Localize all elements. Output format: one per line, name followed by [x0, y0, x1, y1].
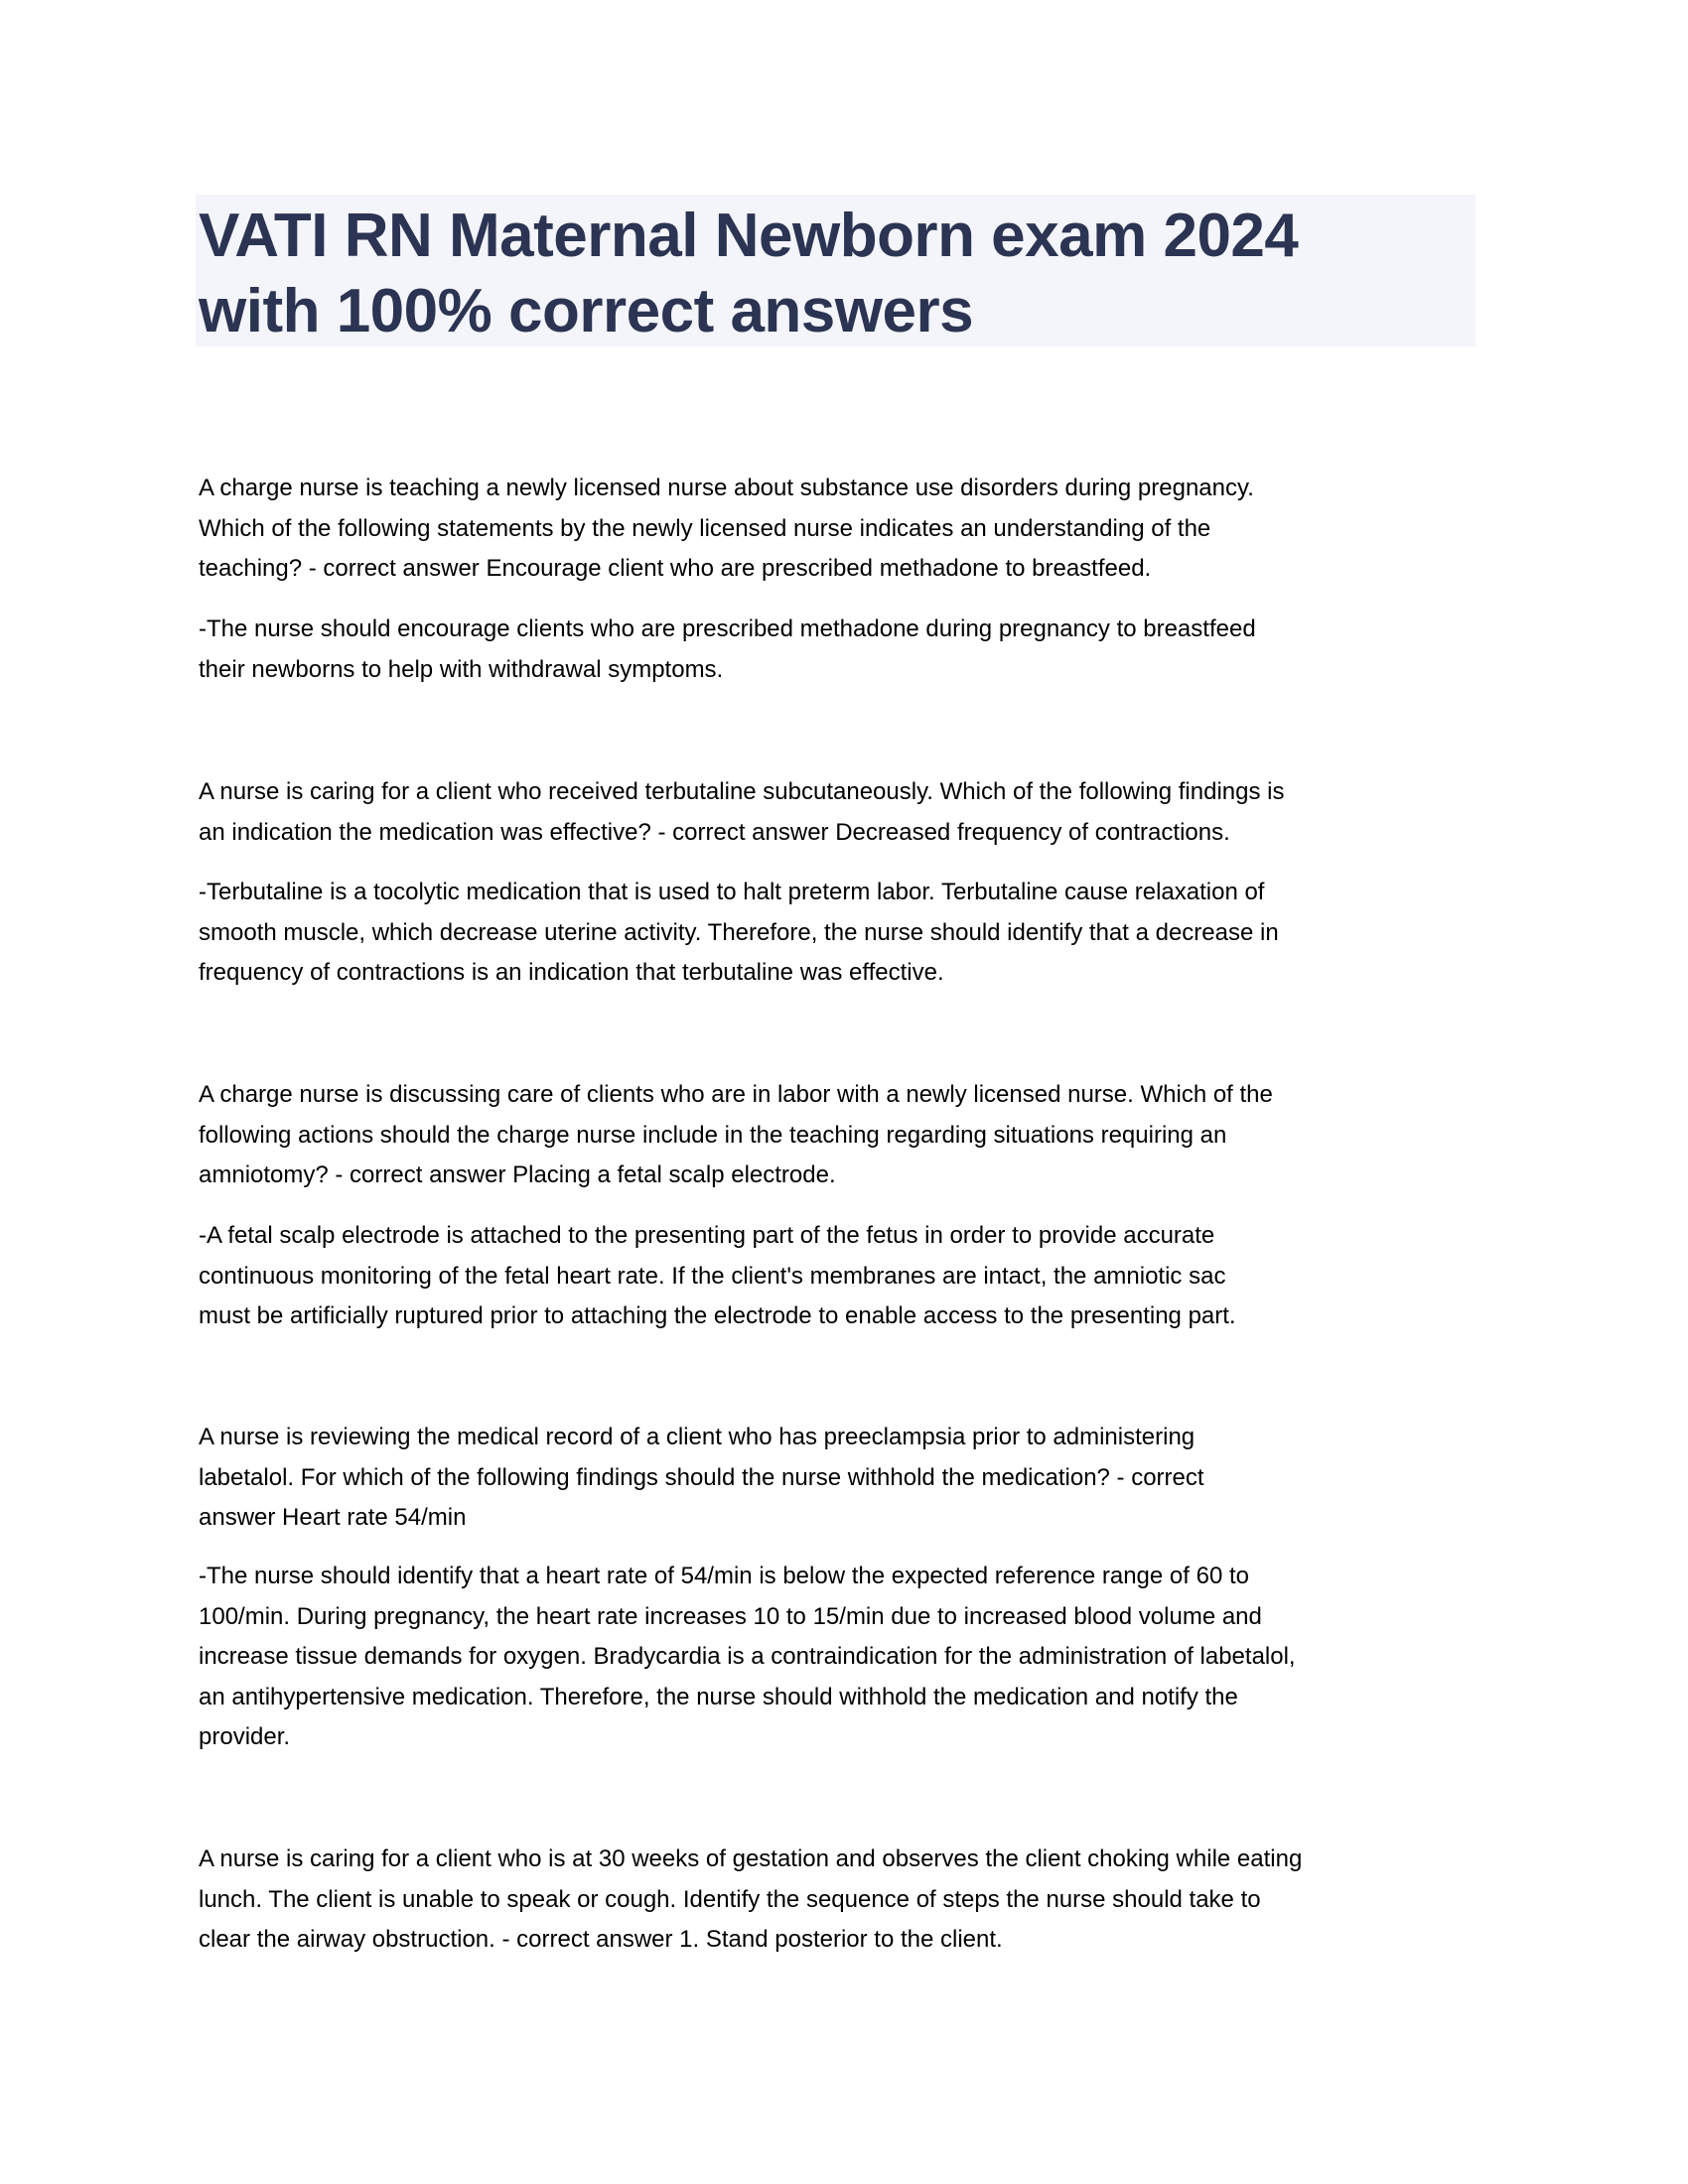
text-line: labetalol. For which of the following findings should the nurse withhold the medication? - correct — [199, 1463, 1204, 1491]
text-line: smooth muscle, which decrease uterine activity. Therefore, the nurse should identify that a decrease in — [199, 918, 1279, 946]
question-text — [199, 469, 1254, 590]
text-line: must be artificially ruptured prior to attaching the electrode to enable access to the presenting part. — [199, 1302, 1236, 1329]
text-line: -Terbutaline is a tocolytic medication that is used to halt preterm labor. Terbutaline cause relaxation of — [199, 879, 1265, 905]
text-line: increase tissue demands for oxygen. Bradycardia is a contraindication for the administration of labetalol, — [199, 1643, 1296, 1670]
text-line: A charge nurse is discussing care of clients who are in labor with a newly licensed nurse. Which of the — [199, 1081, 1273, 1108]
text-line: amniotomy? - correct answer Placing a fetal scalp electrode. — [199, 1161, 836, 1188]
text-line: answer Heart rate 54/min — [199, 1504, 467, 1531]
text-line: -The nurse should identify that a heart rate of 54/min is below the expected reference range of 60 to — [199, 1563, 1249, 1589]
text-line: clear the airway obstruction. - correct answer 1. Stand posterior to the client. — [199, 1926, 1003, 1953]
answer-explanation — [199, 1557, 1296, 1758]
title-line: VATI RN Maternal Newborn exam 2024 — [199, 202, 1299, 270]
text-line: -The nurse should encourage clients who are prescribed methadone during pregnancy to breastfeed — [199, 615, 1256, 642]
question-text — [199, 1075, 1273, 1196]
answer-explanation — [199, 1216, 1236, 1337]
text-line: -A fetal scalp electrode is attached to the presenting part of the fetus in order to provide accurate — [199, 1222, 1215, 1249]
text-line: A nurse is caring for a client who received terbutaline subcutaneously. Which of the following findings is — [199, 778, 1285, 805]
text-line: Which of the following statements by the newly licensed nurse indicates an understanding of the — [199, 514, 1211, 542]
text-line: A nurse is reviewing the medical record of a client who has preeclampsia prior to administering — [199, 1424, 1196, 1450]
question-text — [199, 772, 1284, 853]
text-line: lunch. The client is unable to speak or cough. Identify the sequence of steps the nurse should take to — [199, 1885, 1261, 1913]
answer-explanation — [199, 873, 1279, 994]
text-line: continuous monitoring of the fetal heart rate. If the client's membranes are intact, the amniotic sac — [199, 1262, 1226, 1290]
text-line: frequency of contractions is an indication that terbutaline was effective. — [199, 959, 944, 986]
text-line: teaching? - correct answer Encourage client who are prescribed methadone to breastfeed. — [199, 555, 1152, 582]
answer-explanation — [199, 610, 1256, 690]
text-line: following actions should the charge nurse include in the teaching regarding situations requiring an — [199, 1121, 1227, 1149]
document-title — [199, 199, 1298, 349]
text-line: 100/min. During pregnancy, the heart rate increases 10 to 15/min due to increased blood volume and — [199, 1602, 1262, 1630]
text-line: an indication the medication was effective? - correct answer Decreased frequency of contractions. — [199, 818, 1230, 846]
question-text — [199, 1840, 1302, 1961]
text-line: A charge nurse is teaching a newly licensed nurse about substance use disorders during pregnancy. — [199, 475, 1254, 501]
text-line: an antihypertensive medication. Therefore, the nurse should withhold the medication and notify the — [199, 1683, 1238, 1710]
question-text — [199, 1418, 1204, 1539]
text-line: provider. — [199, 1723, 291, 1750]
text-line: their newborns to help with withdrawal symptoms. — [199, 655, 724, 683]
title-line: with 100% correct answers — [199, 277, 974, 345]
text-line: A nurse is caring for a client who is at 30 weeks of gestation and observes the client choking while eating — [199, 1845, 1303, 1872]
